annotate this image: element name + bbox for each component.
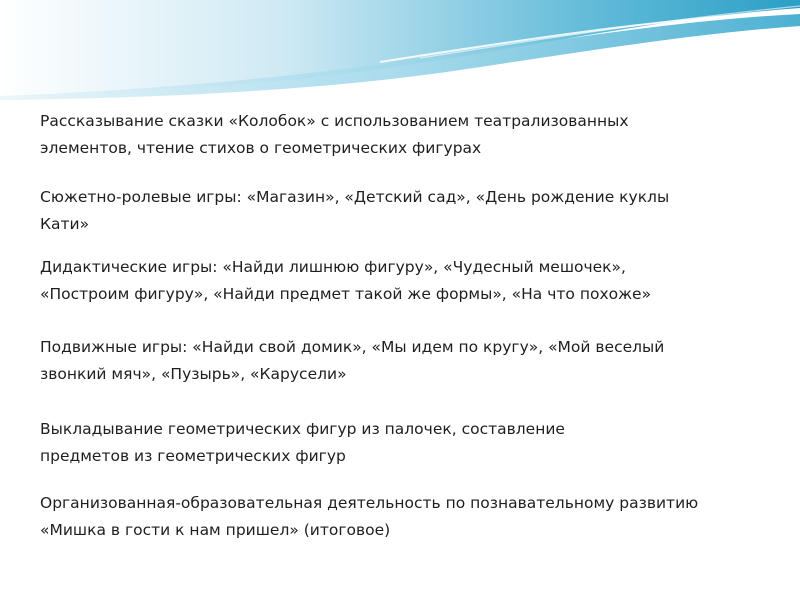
line: «Построим фигуру», «Найди предмет такой же формы», «На что похоже» <box>40 285 652 303</box>
line: Выкладывание геометрических фигур из палочек, составление <box>40 420 565 438</box>
paragraph-role-games <box>40 184 669 238</box>
line: элементов, чтение стихов о геометрических фигурах <box>40 139 482 157</box>
paragraph-active-games <box>40 334 664 388</box>
line: Сюжетно-ролевые игры: «Магазин», «Детский сад», «День рождение куклы <box>40 188 670 206</box>
line: Кати» <box>40 215 90 233</box>
line: Подвижные игры: «Найди свой домик», «Мы идем по кругу», «Мой веселый <box>40 338 665 356</box>
line: Дидактические игры: «Найди лишнюю фигуру», «Чудесный мешочек», <box>40 258 626 276</box>
wave-dark <box>0 0 800 96</box>
line: Рассказывание сказки «Колобок» с использованием театрализованных <box>40 112 629 130</box>
paragraph-stick-shapes <box>40 416 565 470</box>
wave-banner <box>0 0 800 100</box>
line: звонкий мяч», «Пузырь», «Карусели» <box>40 365 347 383</box>
line: «Мишка в гости к нам пришел» (итоговое) <box>40 521 391 539</box>
paragraph-didactic-games <box>40 254 651 308</box>
line: Организованная-образовательная деятельность по познавательному развитию <box>40 494 699 512</box>
paragraph-organized-activity <box>40 490 698 544</box>
paragraph-fairy-tale <box>40 108 629 162</box>
line: предметов из геометрических фигур <box>40 447 346 465</box>
